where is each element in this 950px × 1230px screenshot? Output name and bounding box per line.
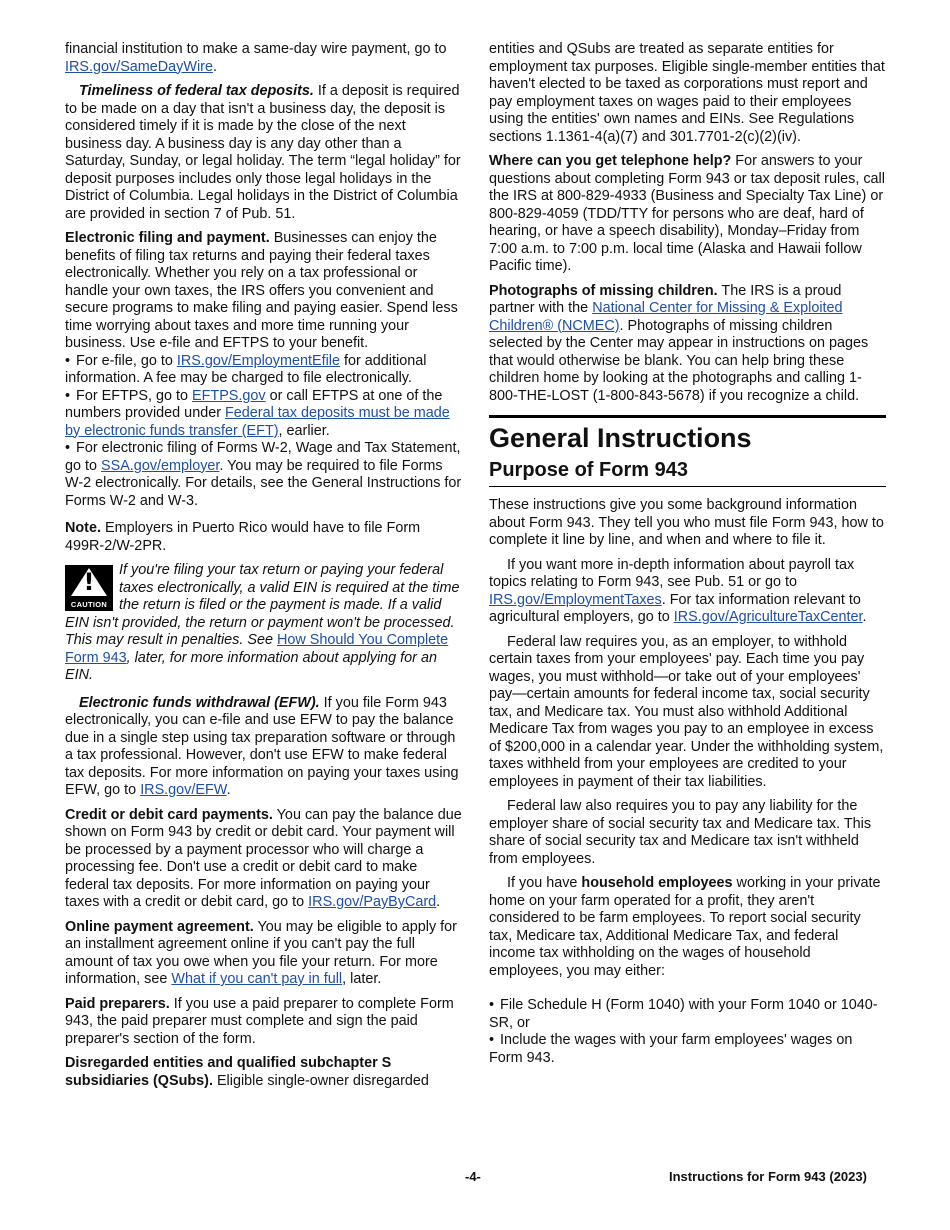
heading-timeliness: Timeliness of federal tax deposits. (79, 83, 314, 99)
list-item: • For electronic filing of Forms W-2, Wage and Tax Statement, go to SSA.gov/employer. You may be required to file Forms W-2 electronically. For details, see the General Instructions for Forms W-2 and W-3. (65, 440, 462, 510)
caution-box: ! CAUTION If you're filing your tax return or paying your federal taxes electronically, a valid EIN is required at the time the return is filed or the payment is made. If a valid EIN isn't provided, the return or payment won't be processed. This may result in penalties. See How Should You Complete Form 943, later, for more information about applying for an EIN. (65, 562, 460, 683)
link-paybycard[interactable]: IRS.gov/PayByCard (308, 894, 437, 910)
paragraph-employer-share: Federal law also requires you to pay any liability for the employer share of social security tax and Medicare tax. This share of social security tax and Medicare tax isn't withheld from employees. (489, 798, 872, 867)
link-eftps[interactable]: EFTPS.gov (192, 387, 266, 404)
right-column (489, 41, 886, 1067)
link-efw[interactable]: IRS.gov/EFW (140, 782, 227, 798)
heading-phone: Where can you get telephone help? (489, 153, 732, 169)
paragraph-efile: Electronic filing and payment. Businesses can enjoy the benefits of filing tax returns and paying their federal taxes electronically. Whether you rely on a tax professional or handle your own taxes, the IRS offers you convenient and secure programs to make filing and paying easier. Spend less time worrying about taxes and more time running your business. Use e-file and EFTPS to your benefit. (65, 230, 458, 351)
list-item: • For EFTPS, go to EFTPS.gov or call EFTPS at one of the numbers provided under Federal tax deposits must be made by electronic funds transfer (EFT), earlier. (65, 388, 462, 441)
heading-note: Note. (65, 520, 101, 536)
list-item: • Include the wages with your farm employees' wages on Form 943. (489, 1032, 886, 1067)
paragraph-purpose-more: If you want more in-depth information about payroll tax topics relating to Form 943, see Pub. 51 or go to IRS.gov/EmploymentTaxes. For tax information relevant to agricultural employers, go to IRS.gov/AgricultureTaxCenter. (489, 556, 867, 625)
section-divider (489, 415, 886, 418)
heading-preparers: Paid preparers. (65, 995, 170, 1012)
link-ncmec[interactable]: National Center for Missing & Exploited Children® (NCMEC) (489, 300, 843, 334)
paragraph-note: Note. Employers in Puerto Rico would have to file Form 499R-2/W-2PR. (65, 520, 421, 554)
list-item: • For e-file, go to IRS.gov/EmploymentEfile for additional information. A fee may be charged to file electronically. (65, 353, 462, 388)
paragraph-photos: Photographs of missing children. The IRS is a proud partner with the National Center for Missing & Exploited Children® (NCMEC). Photographs of missing children selected by the Center may appear in instructions on pages that would otherwise be blank. You can help bring these children home by looking at the photographs and calling 1-800-THE-LOST (1-800-843-5678) if you recognize a child. (489, 282, 869, 404)
link-agriculturetaxcenter[interactable]: IRS.gov/AgricultureTaxCenter (673, 609, 863, 625)
heading-efw: Electronic funds withdrawal (EFW). (79, 694, 320, 711)
paragraph-phone: Where can you get telephone help? For answers to your questions about completing Form 943 or tax deposit rules, call the IRS at 800-829-4933 (Business and Specialty Tax Line) or 800-829-4059 (TDD/TTY for persons who are deaf, hard of hearing, or have a speech disability), Monday–Friday from 7:00 a.m. to 7:00 p.m. local time (Alaska and Hawaii follow Pacific time). (489, 153, 885, 274)
heading-efile: Electronic filing and payment. (65, 230, 270, 246)
paragraph-federal-law: Federal law requires you, as an employer, to withhold certain taxes from your employees' pay. Each time you pay wages, you must withhold—or take out of your employees' pay—certain amounts for federal income tax, social security tax, and Medicare tax. You must also withhold Additional Medicare Tax from wages you pay to an employee in excess of $200,000 in a calendar year. Under the withholding system, taxes withheld from your employees are credited to your employees in payment of their tax liabilities. (489, 633, 884, 790)
paragraph-online: Online payment agreement. You may be eligible to apply for an installment agreement online if you can't pay the full amount of tax you owe when you file your return. For more information, see What if you can't pay in full, later. (65, 918, 457, 987)
paragraph-disregarded: Disregarded entities and qualified subchapter S subsidiaries (QSubs). Eligible single-owner disregarded (65, 1055, 429, 1089)
page-number: -4- (465, 1169, 481, 1184)
paragraph-entities: entities and QSubs are treated as separate entities for employment tax purposes. Eligible single-member entities that haven't elected to be taxed as corporations must report and pay employment taxes on wages paid to their employees using the entities' own names and EINs. See Regulations sections 1.1361-4(a)(7) and 301.7701-2(c)(2)(iv). (489, 41, 885, 145)
heading-online: Online payment agreement. (65, 918, 254, 935)
list-item: • File Schedule H (Form 1040) with your Form 1040 or 1040-SR, or (489, 997, 886, 1032)
link-cant-pay[interactable]: What if you can't pay in full (171, 971, 343, 987)
subsection-divider (489, 486, 886, 487)
footer-title: Instructions for Form 943 (2023) (669, 1169, 867, 1184)
paragraph-efw: Electronic funds withdrawal (EFW). If you file Form 943 electronically, you can e-file and use EFW to pay the balance due in a single step using tax preparation software or through a tax professional. However, don't use EFW to make federal tax deposits. For more information on paying your taxes using EFW, go to IRS.gov/EFW. (65, 694, 459, 798)
link-how-should-you-complete[interactable]: How Should You Complete Form 943 (65, 632, 449, 666)
link-federal-tax-deposits[interactable]: Federal tax deposits must be made by electronic funds transfer (EFT) (65, 405, 450, 439)
link-employmenttaxes[interactable]: IRS.gov/EmploymentTaxes (489, 591, 662, 608)
section-title: General Instructions (489, 423, 752, 453)
heading-card: Credit or debit card payments. (65, 806, 273, 823)
link-ssa-employer[interactable]: SSA.gov/employer (101, 457, 220, 474)
paragraph-preparers: Paid preparers. If you use a paid preparer to complete Form 943, the paid preparer must complete and sign the paid preparer's section of the form. (65, 995, 454, 1047)
heading-photos: Photographs of missing children. (489, 282, 718, 299)
paragraph-purpose: These instructions give you some background information about Form 943. They tell you who must file Form 943, how to complete it line by line, and when and where to file it. (489, 497, 884, 548)
heading-disregarded: Disregarded entities and qualified subchapter S subsidiaries (QSubs). (65, 1055, 392, 1089)
paragraph-card: Credit or debit card payments. You can pay the balance due shown on Form 943 by credit or debit card. Your payment will be processed by a payment processor who will charge a processing fee. Don't use a credit or debit card to make federal tax deposits. For more information on paying your taxes with a credit or debit card, go to IRS.gov/PayByCard. (65, 806, 462, 910)
paragraph-wire: financial institution to make a same-day wire payment, go to IRS.gov/SameDayWire. (65, 41, 447, 75)
paragraph-household: If you have household employees working in your private home on your farm operated for a profit, they aren't considered to be farm employees. To report social security tax, Medicare tax, Additional Medicare Tax, and federal income tax withholding on the wages of household employees, you may either: (489, 875, 881, 979)
subsection-title: Purpose of Form 943 (489, 459, 688, 481)
link-employmentefile[interactable]: IRS.gov/EmploymentEfile (176, 352, 340, 369)
paragraph-timeliness: Timeliness of federal tax deposits. If a deposit is required to be made on a day that isn't a business day, the deposit is considered timely if it is made by the close of the next business day. A business day is any day other than a Saturday, Sunday, or legal holiday. The term “legal holiday” for deposit purposes includes only those legal holidays in the District of Columbia. Legal holidays in the District of Columbia are provided in section 7 of Pub. 51. (65, 83, 461, 222)
caution-icon: ! CAUTION (65, 565, 113, 611)
link-samedaywire[interactable]: IRS.gov/SameDayWire (65, 58, 213, 75)
left-column (65, 41, 462, 1097)
